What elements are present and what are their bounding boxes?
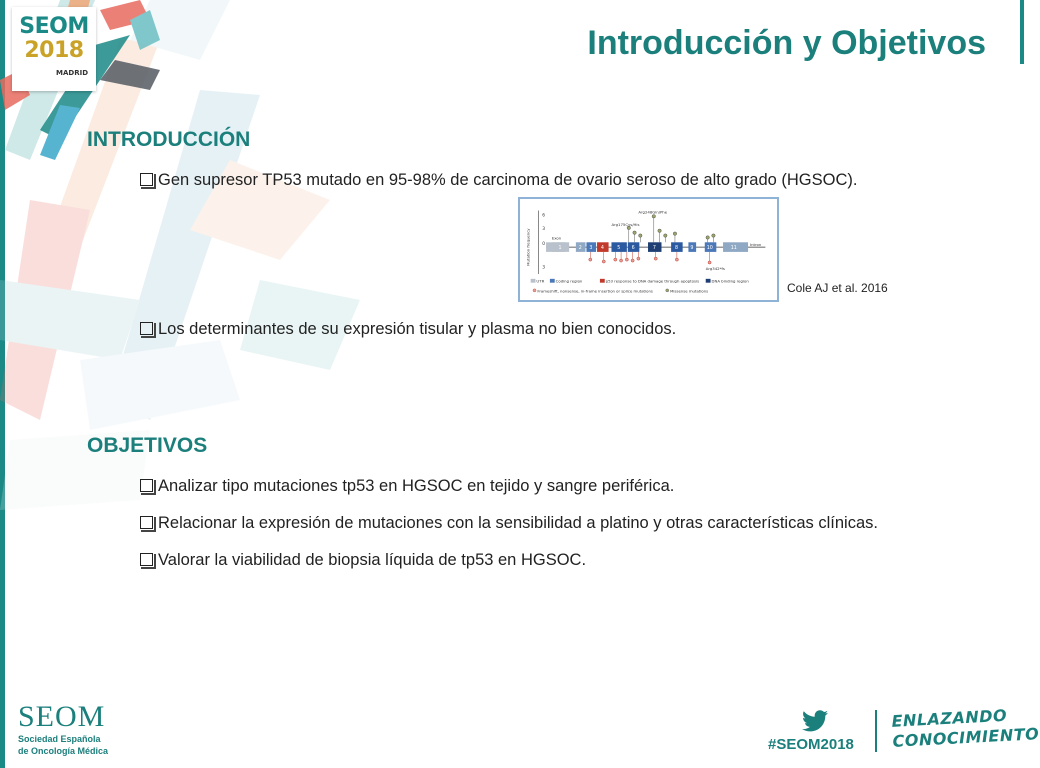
- objetivo-bullet-2: [140, 514, 878, 533]
- legend-coding: Coding region: [555, 278, 583, 284]
- y-tick: 0: [542, 242, 545, 248]
- society-name-line1: Sociedad Española: [18, 734, 101, 744]
- right-accent-rule: [1020, 0, 1024, 64]
- objetivo-bullet-3-text: Valorar la viabilidad de biopsia líquida de tp53 en HGSOC.: [158, 551, 587, 569]
- seom-2018-logo: [12, 7, 96, 91]
- svg-text:4: 4: [600, 246, 604, 252]
- svg-text:6: 6: [631, 246, 635, 252]
- checkbox-bullet-icon: [140, 173, 153, 186]
- logo-city-text: MADRID: [56, 69, 88, 77]
- checkbox-bullet-icon: [140, 516, 153, 529]
- seom-society-logo: [18, 702, 108, 756]
- intro-bullet-1-text: Gen supresor TP53 mutado en 95-98% de carcinoma de ovario seroso de alto grado (HGSOC).: [158, 171, 858, 189]
- objetivos-heading: OBJETIVOS: [87, 434, 208, 457]
- objetivo-bullet-1: [140, 477, 674, 496]
- slogan-line1: ENLAZANDO: [891, 705, 1008, 731]
- twitter-bird-icon: [802, 710, 828, 732]
- intro-bullet-2-text: Los determinantes de su expresión tisular y plasma no bien conocidos.: [158, 320, 677, 338]
- exon-label: Exon: [551, 235, 562, 241]
- logo-year-text: 2018: [24, 38, 84, 63]
- svg-text:11: 11: [730, 246, 737, 252]
- objetivo-bullet-3: [140, 551, 586, 570]
- svg-text:1: 1: [558, 246, 562, 252]
- svg-text:9: 9: [690, 246, 694, 252]
- legend-missense: Missense mutations: [670, 288, 709, 294]
- slogan-text: [891, 704, 1040, 752]
- figure-citation: Cole AJ et al. 2016: [787, 281, 888, 295]
- annotation-arg175: Arg175Cys/His: [611, 221, 640, 227]
- intron-label: Intron: [749, 242, 762, 248]
- figure-y-axis-label: Mutation frequency: [525, 228, 531, 266]
- annotation-arg342: Arg342*fs: [705, 266, 725, 272]
- checkbox-bullet-icon: [140, 322, 153, 335]
- objetivo-bullet-1-text: Analizar tipo mutaciones tp53 en HGSOC en tejido y sangre periférica.: [158, 477, 675, 495]
- legend-utr: UTR: [536, 278, 545, 284]
- annotation-arg248: Arg248Gln/Phe: [638, 209, 668, 215]
- y-tick: 6: [542, 213, 545, 219]
- objetivo-bullet-2-text: Relacionar la expresión de mutaciones con la sensibilidad a platino y otras características clínicas.: [158, 514, 878, 532]
- society-name-line2: de Oncología Médica: [18, 746, 109, 756]
- svg-text:2: 2: [578, 246, 582, 252]
- intro-bullet-1: [140, 171, 857, 190]
- y-tick: 3: [542, 265, 545, 271]
- hashtag-text: #SEOM2018: [768, 736, 854, 753]
- checkbox-bullet-icon: [140, 553, 153, 566]
- slogan-line2: CONOCIMIENTO: [892, 724, 1040, 751]
- seom-wordmark: SEOM: [18, 700, 106, 733]
- legend-frameshift: Frameshift, nonsense, in-frame insertion or splice mutations: [537, 288, 653, 294]
- introduccion-heading: INTRODUCCIÓN: [87, 128, 251, 151]
- page-title: Introducción y Objetivos: [587, 24, 986, 62]
- svg-text:7: 7: [652, 246, 656, 252]
- svg-text:5: 5: [617, 246, 621, 252]
- y-tick: 3: [542, 226, 545, 232]
- footer-branding: [768, 705, 1040, 758]
- svg-text:3: 3: [589, 246, 593, 252]
- tp53-mutation-figure: [518, 197, 779, 302]
- legend-dna-binding: DNA binding region: [711, 278, 749, 284]
- checkbox-bullet-icon: [140, 479, 153, 492]
- svg-text:8: 8: [674, 246, 679, 252]
- logo-seom-text: SEOM: [19, 14, 89, 39]
- intro-bullet-2: [140, 320, 676, 339]
- svg-text:10: 10: [706, 246, 713, 252]
- footer-divider: [875, 710, 877, 752]
- legend-apoptosis: p53 response to DNA damage through apoptosis: [605, 278, 700, 284]
